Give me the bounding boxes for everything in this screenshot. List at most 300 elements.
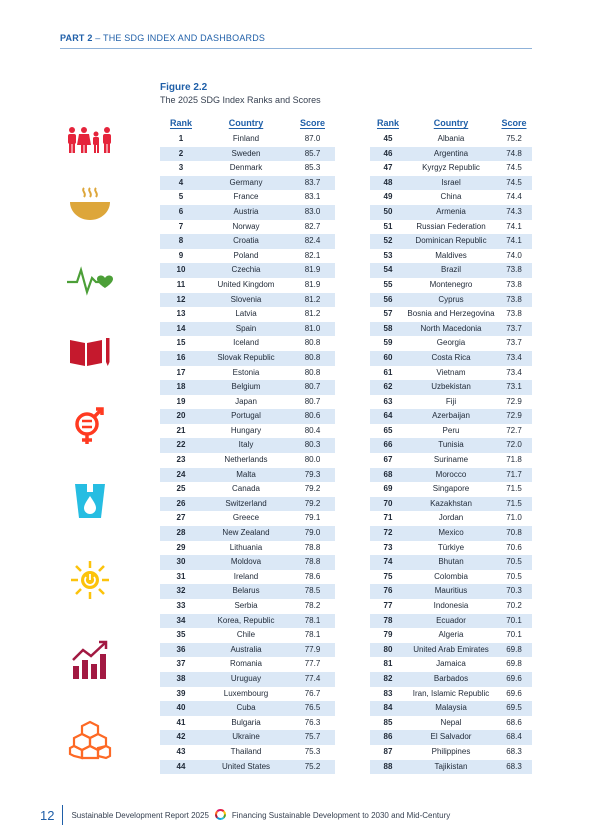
- score-cell: 78.8: [290, 555, 335, 570]
- no-poverty-icon: [55, 118, 125, 162]
- table-row: [370, 497, 532, 512]
- country-cell: Norway: [232, 221, 260, 231]
- country-cell: Algeria: [438, 630, 464, 640]
- table-row: [160, 190, 335, 205]
- country-cell: Serbia: [234, 601, 258, 610]
- table-row: [160, 438, 335, 453]
- rank-cell: 83: [383, 688, 393, 698]
- rank-cell: 70: [370, 497, 406, 512]
- country-cell: Kazakhstan: [406, 497, 496, 512]
- country-cell: North Macedonia: [406, 322, 496, 337]
- rank-cell: 47: [383, 163, 393, 173]
- table-row: [160, 468, 335, 483]
- country-cell: China: [440, 192, 462, 202]
- country-cell: Kyrgyz Republic: [422, 163, 480, 173]
- rank-cell: 38: [160, 672, 202, 687]
- table-row: [370, 147, 532, 162]
- column-header-country: Country: [228, 117, 264, 128]
- country-cell: Belgium: [202, 380, 290, 395]
- table-row: [370, 716, 532, 731]
- score-cell: 79.2: [290, 497, 335, 512]
- score-cell: 81.2: [304, 309, 321, 319]
- country-cell: Jordan: [438, 513, 464, 523]
- country-cell: Korea, Republic: [202, 614, 290, 629]
- rank-cell: 14: [160, 322, 202, 337]
- score-cell: 71.7: [496, 468, 532, 483]
- table-row: [370, 511, 532, 526]
- table-row: [370, 468, 532, 483]
- table-row: [370, 220, 532, 235]
- rank-cell: 65: [383, 425, 393, 435]
- table-row: [160, 161, 335, 176]
- score-cell: 73.8: [496, 263, 532, 278]
- country-cell: Austria: [202, 205, 290, 220]
- score-cell: 79.3: [290, 468, 335, 483]
- table-row: [160, 555, 335, 570]
- table-row: [160, 745, 335, 760]
- rank-cell: 49: [383, 192, 393, 202]
- rank-cell: 88: [370, 760, 406, 775]
- rank-cell: 80: [370, 643, 406, 658]
- rank-cell: 28: [160, 526, 202, 541]
- country-cell: El Salvador: [406, 730, 496, 745]
- score-cell: 83.7: [290, 176, 335, 191]
- score-cell: 80.7: [304, 396, 321, 406]
- rank-cell: 85: [383, 717, 393, 727]
- country-cell: France: [233, 192, 259, 202]
- country-cell: Montenegro: [429, 279, 473, 289]
- country-cell: Ecuador: [406, 614, 496, 629]
- country-cell: Russian Federation: [416, 221, 486, 231]
- country-cell: Luxembourg: [223, 688, 269, 698]
- country-cell: United Kingdom: [217, 279, 275, 289]
- score-cell: 71.8: [506, 455, 522, 465]
- score-cell: 70.1: [496, 614, 532, 629]
- table-row: [160, 701, 335, 716]
- rank-cell: 67: [383, 455, 393, 465]
- rank-cell: 57: [383, 309, 393, 319]
- country-cell: Mauritius: [406, 584, 496, 599]
- country-cell: Vietnam: [436, 367, 466, 377]
- score-cell: 74.0: [506, 250, 522, 260]
- table-row: [370, 453, 532, 468]
- rank-cell: 44: [160, 760, 202, 775]
- rank-cell: 18: [160, 380, 202, 395]
- score-cell: 81.9: [304, 279, 321, 289]
- page-number: 12: [40, 807, 55, 823]
- table-row: [370, 745, 532, 760]
- score-cell: 85.3: [304, 163, 321, 173]
- rank-cell: 3: [178, 163, 184, 173]
- country-cell: Portugal: [202, 409, 290, 424]
- score-cell: 75.2: [290, 760, 335, 775]
- rank-cell: 26: [160, 497, 202, 512]
- ranking-table-left: [160, 115, 335, 774]
- score-cell: 85.7: [290, 147, 335, 162]
- table-row: [160, 570, 335, 585]
- rank-cell: 48: [370, 176, 406, 191]
- table-row: [370, 570, 532, 585]
- country-cell: Germany: [202, 176, 290, 191]
- country-cell: Philippines: [431, 746, 471, 756]
- table-row: [160, 657, 335, 672]
- rank-cell: 87: [383, 746, 393, 756]
- country-cell: Switzerland: [202, 497, 290, 512]
- country-cell: Lithuania: [229, 542, 263, 552]
- country-cell: United States: [202, 760, 290, 775]
- score-cell: 81.0: [290, 322, 335, 337]
- rank-cell: 68: [370, 468, 406, 483]
- table-row: [370, 701, 532, 716]
- score-cell: 79.1: [304, 513, 321, 523]
- table-row: [160, 366, 335, 381]
- score-cell: 69.6: [506, 688, 522, 698]
- score-cell: 80.8: [304, 338, 321, 348]
- table-row: [370, 263, 532, 278]
- country-cell: Tajikistan: [406, 760, 496, 775]
- table-row: [160, 351, 335, 366]
- quality-education-icon: [55, 330, 125, 374]
- country-cell: Latvia: [235, 309, 257, 319]
- table-row: [370, 190, 532, 205]
- rank-cell: 77: [383, 601, 393, 610]
- rank-cell: 8: [160, 234, 202, 249]
- country-cell: Poland: [233, 250, 259, 260]
- country-cell: Barbados: [406, 672, 496, 687]
- table-row: [160, 147, 335, 162]
- rank-cell: 34: [160, 614, 202, 629]
- rank-cell: 45: [383, 134, 393, 143]
- table-row: [160, 497, 335, 512]
- rank-cell: 56: [370, 293, 406, 308]
- rank-cell: 20: [160, 409, 202, 424]
- country-cell: Slovenia: [202, 293, 290, 308]
- table-row: [160, 263, 335, 278]
- rank-cell: 9: [178, 250, 184, 260]
- score-cell: 77.7: [304, 659, 321, 669]
- rank-cell: 36: [160, 643, 202, 658]
- score-cell: 73.7: [496, 322, 532, 337]
- table-row: [160, 322, 335, 337]
- rank-cell: 51: [383, 221, 393, 231]
- score-cell: 78.6: [304, 571, 321, 581]
- table-row: [370, 599, 532, 614]
- score-cell: 78.5: [290, 584, 335, 599]
- table-row: [370, 322, 532, 337]
- score-cell: 68.3: [496, 760, 532, 775]
- ranking-table-left-body: [160, 132, 335, 774]
- country-cell: Hungary: [230, 425, 262, 435]
- table-row: [160, 336, 335, 351]
- column-header-rank: Rank: [169, 117, 192, 128]
- rank-cell: 53: [383, 250, 393, 260]
- country-cell: Spain: [202, 322, 290, 337]
- table-row: [160, 643, 335, 658]
- rank-cell: 81: [383, 659, 393, 669]
- country-cell: Cuba: [202, 701, 290, 716]
- table-row: [160, 132, 335, 147]
- rank-cell: 46: [370, 147, 406, 162]
- score-cell: 71.0: [506, 513, 522, 523]
- country-cell: Israel: [406, 176, 496, 191]
- rank-cell: 43: [176, 746, 186, 756]
- score-cell: 69.8: [496, 643, 532, 658]
- score-cell: 70.3: [496, 584, 532, 599]
- country-cell: Denmark: [229, 163, 263, 173]
- rank-cell: 39: [176, 688, 186, 698]
- section-title: – THE SDG INDEX AND DASHBOARDS: [92, 33, 266, 43]
- rank-cell: 78: [370, 614, 406, 629]
- rank-cell: 13: [176, 309, 186, 319]
- score-cell: 75.7: [290, 730, 335, 745]
- rank-cell: 5: [178, 192, 184, 202]
- table-row: [370, 380, 532, 395]
- table-row: [370, 249, 532, 264]
- page-header: [60, 33, 532, 49]
- country-cell: Italy: [202, 438, 290, 453]
- country-cell: Maldives: [435, 250, 467, 260]
- score-cell: 70.2: [506, 601, 522, 610]
- country-cell: Canada: [231, 484, 261, 494]
- figure-title: The 2025 SDG Index Ranks and Scores: [160, 95, 321, 105]
- table-row: [160, 453, 335, 468]
- score-cell: 76.5: [290, 701, 335, 716]
- country-cell: Moldova: [202, 555, 290, 570]
- table-row: [370, 395, 532, 410]
- country-cell: Czechia: [202, 263, 290, 278]
- country-cell: Iceland: [233, 338, 259, 348]
- rank-cell: 84: [370, 701, 406, 716]
- country-cell: Georgia: [436, 338, 466, 348]
- rank-cell: 61: [383, 367, 393, 377]
- rank-cell: 66: [370, 438, 406, 453]
- score-cell: 70.6: [506, 542, 522, 552]
- score-cell: 82.1: [304, 250, 321, 260]
- score-cell: 73.4: [506, 367, 522, 377]
- rank-cell: 31: [176, 571, 186, 581]
- country-cell: Bosnia and Herzegovina: [407, 309, 495, 319]
- country-cell: Thailand: [230, 746, 262, 756]
- country-cell: Singapore: [432, 484, 470, 494]
- score-cell: 75.2: [506, 134, 522, 143]
- table-row: [160, 395, 335, 410]
- rank-cell: 62: [370, 380, 406, 395]
- country-cell: Uruguay: [202, 672, 290, 687]
- country-cell: Slovak Republic: [202, 351, 290, 366]
- score-cell: 73.8: [496, 293, 532, 308]
- country-cell: Netherlands: [224, 455, 268, 465]
- table-row: [160, 541, 335, 556]
- score-cell: 76.7: [304, 688, 321, 698]
- table-row: [160, 176, 335, 191]
- country-cell: Romania: [229, 659, 262, 669]
- rank-cell: 86: [370, 730, 406, 745]
- ranking-table-right: [370, 115, 532, 774]
- rank-cell: 58: [370, 322, 406, 337]
- table-row: [370, 205, 532, 220]
- rank-cell: 17: [176, 367, 186, 377]
- score-cell: 74.5: [506, 163, 522, 173]
- country-cell: Indonesia: [433, 601, 469, 610]
- score-cell: 70.8: [496, 526, 532, 541]
- rank-cell: 52: [370, 234, 406, 249]
- rank-cell: 64: [370, 409, 406, 424]
- score-cell: 75.3: [304, 746, 321, 756]
- country-cell: Dominican Republic: [406, 234, 496, 249]
- rank-cell: 82: [370, 672, 406, 687]
- rank-cell: 74: [370, 555, 406, 570]
- country-cell: Colombia: [434, 571, 468, 581]
- column-header-score: Score: [501, 117, 527, 128]
- table-row: [160, 687, 335, 702]
- score-cell: 69.5: [496, 701, 532, 716]
- table-row: [370, 366, 532, 381]
- country-cell: Peru: [442, 425, 460, 435]
- table-row: [160, 205, 335, 220]
- country-cell: Jamaica: [436, 659, 466, 669]
- table-row: [370, 730, 532, 745]
- rank-cell: 16: [160, 351, 202, 366]
- score-cell: 82.4: [290, 234, 335, 249]
- country-cell: Ukraine: [202, 730, 290, 745]
- country-cell: Japan: [235, 396, 257, 406]
- country-cell: United Arab Emirates: [406, 643, 496, 658]
- score-cell: 68.3: [506, 746, 522, 756]
- figure-label: Figure 2.2: [160, 82, 208, 93]
- score-cell: 68.4: [496, 730, 532, 745]
- rank-cell: 40: [160, 701, 202, 716]
- score-cell: 71.5: [506, 484, 522, 494]
- score-cell: 69.6: [496, 672, 532, 687]
- country-cell: Brazil: [406, 263, 496, 278]
- rank-cell: 37: [176, 659, 186, 669]
- score-cell: 72.7: [506, 425, 522, 435]
- rank-cell: 50: [370, 205, 406, 220]
- score-cell: 78.1: [304, 630, 321, 640]
- table-row: [160, 278, 335, 293]
- score-cell: 73.8: [506, 309, 522, 319]
- country-cell: Ireland: [233, 571, 259, 581]
- country-cell: Belarus: [202, 584, 290, 599]
- score-cell: 74.5: [496, 176, 532, 191]
- good-health-icon: [55, 258, 125, 302]
- gender-equality-icon: [55, 404, 125, 448]
- economic-growth-icon: [55, 638, 125, 682]
- ranking-table-right-body: [370, 132, 532, 774]
- rank-cell: 69: [383, 484, 393, 494]
- table-row: [370, 614, 532, 629]
- rank-cell: 23: [176, 455, 186, 465]
- table-row: [160, 249, 335, 264]
- score-cell: 72.0: [496, 438, 532, 453]
- country-cell: Bhutan: [406, 555, 496, 570]
- rank-cell: 71: [383, 513, 393, 523]
- table-row: [370, 555, 532, 570]
- country-cell: New Zealand: [202, 526, 290, 541]
- table-row: [370, 526, 532, 541]
- score-cell: 73.4: [496, 351, 532, 366]
- table-row: [370, 234, 532, 249]
- rank-cell: 35: [176, 630, 186, 640]
- country-cell: Uzbekistan: [406, 380, 496, 395]
- country-cell: Türkiye: [437, 542, 465, 552]
- rank-cell: 21: [176, 425, 186, 435]
- country-cell: Argentina: [406, 147, 496, 162]
- score-cell: 79.0: [290, 526, 335, 541]
- table-row: [160, 424, 335, 439]
- table-row: [370, 438, 532, 453]
- country-cell: Chile: [236, 630, 256, 640]
- rank-cell: 19: [176, 396, 186, 406]
- rank-cell: 7: [178, 221, 184, 231]
- score-cell: 72.9: [506, 396, 522, 406]
- clean-water-icon: [55, 480, 125, 524]
- rank-cell: 29: [176, 542, 186, 552]
- score-cell: 80.6: [290, 409, 335, 424]
- score-cell: 73.1: [496, 380, 532, 395]
- score-cell: 78.8: [304, 542, 321, 552]
- column-header-country: Country: [433, 117, 469, 128]
- score-cell: 80.0: [304, 455, 321, 465]
- score-cell: 70.1: [506, 630, 522, 640]
- score-cell: 70.5: [506, 571, 522, 581]
- score-cell: 78.2: [304, 601, 321, 610]
- rank-cell: 10: [160, 263, 202, 278]
- country-cell: Suriname: [433, 455, 469, 465]
- table-row: [370, 760, 532, 775]
- rank-cell: 4: [160, 176, 202, 191]
- rank-cell: 12: [160, 293, 202, 308]
- rank-cell: 60: [370, 351, 406, 366]
- country-cell: Fiji: [445, 396, 457, 406]
- score-cell: 80.8: [304, 367, 321, 377]
- rank-cell: 76: [370, 584, 406, 599]
- table-row: [370, 176, 532, 191]
- table-row: [370, 643, 532, 658]
- report-title: Sustainable Development Report 2025: [71, 810, 209, 820]
- table-row: [160, 307, 335, 322]
- country-cell: Bulgaria: [231, 717, 261, 727]
- table-row: [370, 336, 532, 351]
- country-cell: Sweden: [202, 147, 290, 162]
- rank-cell: 75: [383, 571, 393, 581]
- country-cell: Malta: [202, 468, 290, 483]
- table-row: [160, 672, 335, 687]
- rank-cell: 72: [370, 526, 406, 541]
- column-header-rank: Rank: [376, 117, 399, 128]
- score-cell: 78.1: [290, 614, 335, 629]
- rank-cell: 79: [383, 630, 393, 640]
- score-cell: 74.1: [506, 221, 522, 231]
- rank-cell: 63: [383, 396, 393, 406]
- rank-cell: 15: [176, 338, 186, 348]
- score-cell: 81.2: [290, 293, 335, 308]
- rank-cell: 1: [178, 134, 184, 143]
- country-cell: Nepal: [440, 717, 462, 727]
- score-cell: 87.0: [304, 134, 321, 143]
- score-cell: 69.8: [506, 659, 522, 669]
- rank-cell: 25: [176, 484, 186, 494]
- zero-hunger-icon: [55, 182, 125, 226]
- table-row: [370, 541, 532, 556]
- rank-cell: 54: [370, 263, 406, 278]
- table-row: [370, 657, 532, 672]
- score-cell: 74.4: [506, 192, 522, 202]
- table-row: [160, 716, 335, 731]
- score-cell: 80.7: [290, 380, 335, 395]
- table-row: [370, 628, 532, 643]
- table-row: [160, 409, 335, 424]
